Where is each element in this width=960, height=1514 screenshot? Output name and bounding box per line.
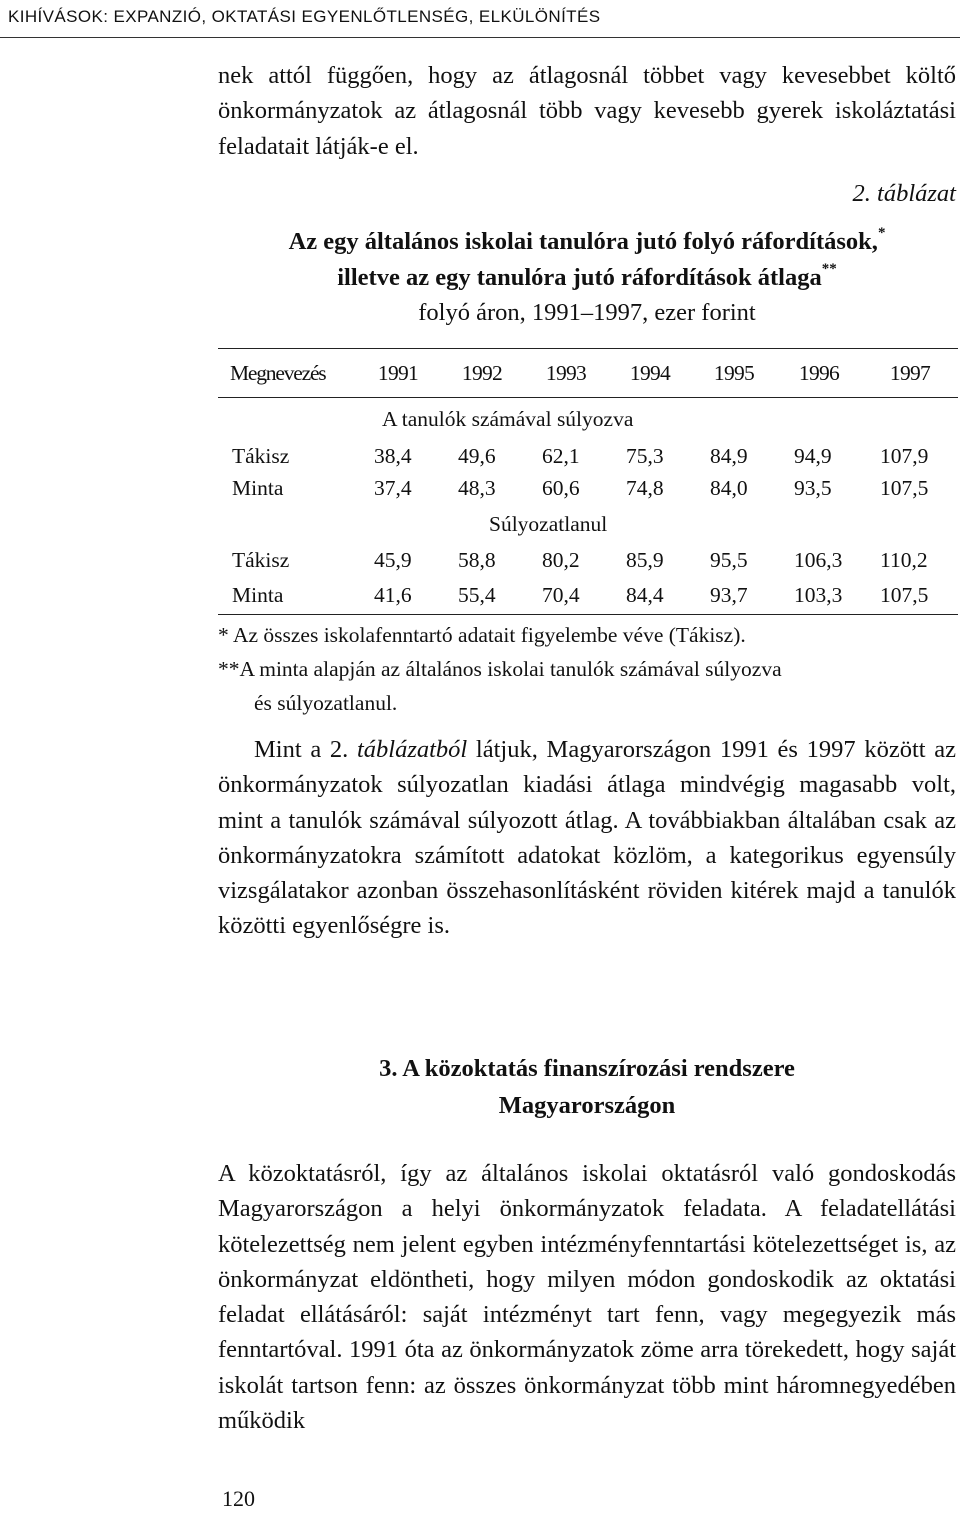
table-row [218, 440, 958, 472]
table-cell: 95,5 [710, 547, 748, 572]
table-cell: 49,6 [458, 443, 496, 468]
table-cell: 84,9 [710, 443, 748, 468]
table-cell: 60,6 [542, 475, 580, 500]
footnote: **A minta alapján az általános iskolai tanulók számával súlyozva [218, 657, 782, 681]
column-header: 1991 [356, 349, 440, 398]
table-cell: 85,9 [626, 547, 664, 572]
section-heading [218, 1050, 956, 1124]
table-cell: 45,9 [374, 547, 412, 572]
table-title-mark2: ** [821, 260, 837, 277]
footnote-continuation: és súlyozatlanul. [254, 691, 398, 715]
table-cell: 74,8 [626, 475, 664, 500]
table-cell: 93,7 [692, 576, 776, 615]
section-heading-row [218, 398, 958, 441]
intro-paragraph: nek attól függően, hogy az átlagosnál többet vagy kevesebbet költő önkormányzatok az átlagosnál több vagy kevesebb gyerek iskoláztatási feladatait látják-e el. [218, 62, 956, 160]
paragraph-2-lead: Mint a 2. [254, 736, 357, 763]
table-cell: 41,6 [356, 576, 440, 615]
section-label: Súlyozatlanul [489, 511, 608, 536]
paragraph-2 [218, 732, 956, 944]
column-header: 1996 [776, 349, 862, 398]
table-cell: 110,2 [880, 547, 928, 572]
table-cell: 37,4 [374, 475, 412, 500]
table-cell: 84,0 [710, 475, 748, 500]
row-label: Tákisz [232, 443, 290, 468]
table-row [218, 544, 958, 576]
section-label: A tanulók számával súlyozva [382, 406, 634, 431]
table-row [218, 472, 958, 504]
table-title-mark1: * [877, 225, 886, 241]
column-header: 1997 [862, 349, 958, 398]
table-cell: 75,3 [626, 443, 664, 468]
column-header: 1992 [440, 349, 524, 398]
row-label: Minta [218, 576, 356, 615]
table-header-row [218, 349, 958, 398]
section-heading-row [218, 504, 958, 544]
table-cell: 93,5 [794, 475, 832, 500]
table-cell: 107,5 [862, 576, 958, 615]
paragraph-2-block [218, 732, 956, 944]
section-heading-line1: 3. A közoktatás finanszírozási rendszere [379, 1055, 795, 1082]
table-footnotes [218, 618, 956, 720]
table-cell: 55,4 [440, 576, 524, 615]
table-cell: 62,1 [542, 443, 580, 468]
table-cell: 107,5 [880, 475, 929, 500]
table-cell: 70,4 [524, 576, 608, 615]
table-reference: táblázatból [356, 736, 468, 763]
column-header: Megnevezés [218, 349, 356, 398]
table-cell: 38,4 [374, 443, 412, 468]
table-cell: 58,8 [458, 547, 496, 572]
table-title-line3: folyó áron, 1991–1997, ezer forint [418, 299, 756, 326]
column-header: 1994 [608, 349, 692, 398]
paragraph-3: A közoktatásról, így az általános iskolai oktatásról való gondoskodás Magyarországon a helyi önkormányzatok feladata. A feladatellátási kötelezettség nem jelent egyben intézményfenntartási kötelezettséget is, az önkormányzat eldöntheti, hogy milyen módon gondoskodik az oktatási feladat ellátásáról: saját intézményt tart fenn, vagy megegyezik más fenntartóval. 1991 óta az önkormányzatok zöme arra törekedett, hogy saját iskolát tartson fenn: az összes önkormányzat több mint háromnegyedében működik [218, 1160, 956, 1435]
table-title-line1: Az egy általános iskolai tanulóra jutó folyó ráfordítások, [288, 228, 878, 255]
section-heading-line2: Magyarországon [498, 1092, 676, 1119]
intro-paragraph-block [218, 58, 956, 164]
table-cell: 106,3 [794, 547, 843, 572]
data-table [218, 348, 958, 615]
table-cell: 48,3 [458, 475, 496, 500]
footnote: * Az összes iskolafenntartó adatait figyelembe véve (Tákisz). [218, 623, 746, 647]
page-number: 120 [222, 1486, 255, 1511]
paragraph-2-body: látjuk, Magyarországon 1991 és 1997 között az önkormányzatok súlyozatlan kiadási átlaga mindvégig magasabb volt, mint a tanulók számával súlyozott átlag. A továbbiakban általában csak az önkormányzatokra számított adatokat közlöm, a kategorikus egyensúly vizsgálatakor azonban összehasonlításként röviden kitérek majd a tanulók közötti egyenlőségre is. [218, 736, 956, 940]
table-row [218, 576, 958, 615]
row-label: Minta [232, 475, 284, 500]
table-title-line2: illetve az egy tanulóra jutó ráfordítások átlaga [337, 263, 822, 291]
paragraph-3-block [218, 1156, 956, 1438]
table-cell: 84,4 [608, 576, 692, 615]
column-header: 1995 [692, 349, 776, 398]
row-label: Tákisz [232, 547, 290, 572]
table-cell: 80,2 [542, 547, 580, 572]
table-number: 2. táblázat [852, 180, 956, 207]
table-cell: 94,9 [794, 443, 832, 468]
table-cell: 103,3 [776, 576, 862, 615]
running-head: KIHÍVÁSOK: EXPANZIÓ, OKTATÁSI EGYENLŐTLENSÉG, ELKÜLÖNÍTÉS [0, 0, 960, 38]
table-cell: 107,9 [880, 443, 929, 468]
column-header: 1993 [524, 349, 608, 398]
table-title [218, 224, 956, 331]
